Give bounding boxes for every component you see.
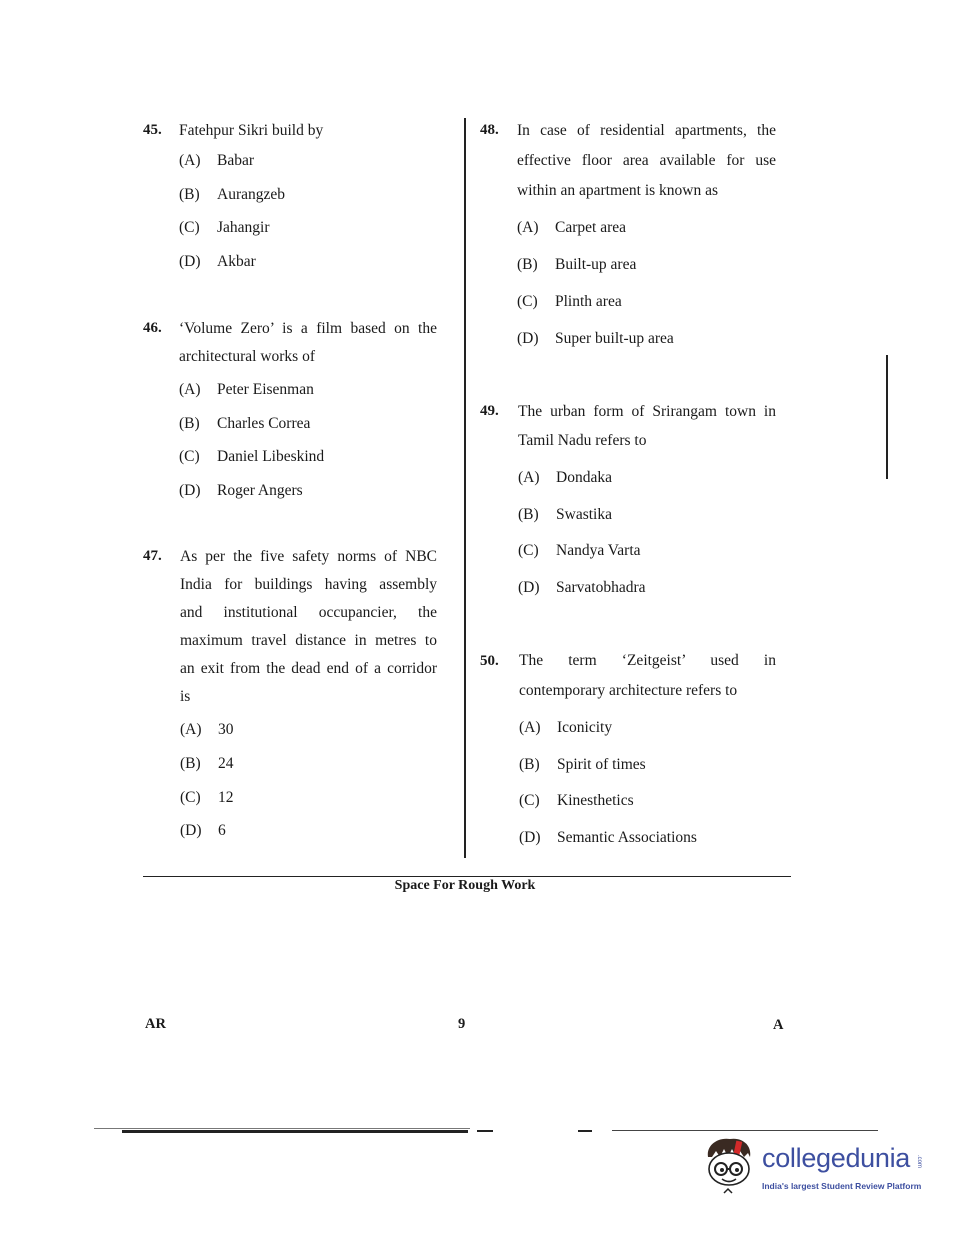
option: (B) Spirit of times bbox=[519, 756, 646, 773]
question-text: Fatehpur Sikri build by bbox=[179, 122, 324, 139]
question-text: an exit from the dead end of a corridor bbox=[180, 660, 437, 677]
bottom-rule bbox=[612, 1130, 878, 1131]
option: (B) Charles Correa bbox=[179, 415, 311, 432]
collegedunia-logo bbox=[700, 1135, 930, 1205]
option: (A) 30 bbox=[180, 721, 234, 738]
question-number: 46. bbox=[143, 320, 162, 336]
right-edge-mark bbox=[886, 355, 888, 479]
option: (A) Iconicity bbox=[519, 719, 613, 736]
question-text: India for buildings having assembly bbox=[180, 576, 437, 593]
question-text: contemporary architecture refers to bbox=[519, 682, 738, 699]
bottom-rule bbox=[122, 1130, 468, 1133]
option: (B) Built-up area bbox=[517, 256, 637, 273]
bottom-rule bbox=[477, 1130, 493, 1132]
option: (A) Peter Eisenman bbox=[179, 381, 314, 398]
option: (C) Kinesthetics bbox=[519, 792, 634, 809]
question-text: within an apartment is known as bbox=[517, 182, 719, 199]
booklet-series: A bbox=[773, 1017, 784, 1033]
option: (B) Swastika bbox=[518, 506, 612, 523]
page-number: 9 bbox=[458, 1016, 466, 1032]
bottom-rule bbox=[94, 1128, 470, 1129]
footer-code: AR bbox=[145, 1016, 166, 1032]
option: (D) Semantic Associations bbox=[519, 829, 697, 846]
rough-work-label: Space For Rough Work bbox=[394, 878, 536, 893]
option: (C) Nandya Varta bbox=[518, 542, 641, 559]
column-divider bbox=[464, 118, 466, 858]
option: (B) Aurangzeb bbox=[179, 186, 285, 203]
option: (D) 6 bbox=[180, 822, 226, 839]
question-number: 50. bbox=[480, 653, 499, 669]
option: (D) Sarvatobhadra bbox=[518, 579, 646, 596]
question-text: and institutional occupancier, the bbox=[180, 604, 437, 621]
option: (A) Dondaka bbox=[518, 469, 612, 486]
option: (A) Carpet area bbox=[517, 219, 626, 236]
question-text: As per the five safety norms of NBC bbox=[180, 548, 437, 565]
option: (C) Daniel Libeskind bbox=[179, 448, 325, 465]
question-number: 49. bbox=[480, 403, 499, 419]
option: (D) Akbar bbox=[179, 253, 256, 270]
question-number: 48. bbox=[480, 122, 499, 138]
option: (A) Babar bbox=[179, 152, 255, 169]
rough-work-divider bbox=[143, 876, 791, 877]
bottom-rule bbox=[578, 1130, 592, 1132]
question-text: maximum travel distance in metres to bbox=[180, 632, 437, 649]
logo-suffix: .com bbox=[916, 1155, 922, 1169]
question-text: In case of residential apartments, the bbox=[517, 122, 776, 139]
question-text: The urban form of Srirangam town in bbox=[518, 403, 776, 420]
option: (C) Jahangir bbox=[179, 219, 270, 236]
question-text: Tamil Nadu refers to bbox=[518, 432, 647, 449]
question-text: architectural works of bbox=[179, 348, 315, 365]
question-text: ‘Volume Zero’ is a film based on the bbox=[179, 320, 437, 337]
question-number: 47. bbox=[143, 548, 162, 564]
question-text: effective floor area available for use bbox=[517, 152, 776, 169]
option: (D) Roger Angers bbox=[179, 482, 303, 499]
option: (C) 12 bbox=[180, 789, 234, 806]
mascot-icon bbox=[700, 1135, 760, 1199]
option: (C) Plinth area bbox=[517, 293, 622, 310]
logo-tagline: India's largest Student Review Platform bbox=[762, 1181, 922, 1191]
question-text: is bbox=[180, 688, 191, 705]
question-text: The term ‘Zeitgeist’ used in bbox=[519, 652, 776, 669]
option: (D) Super built-up area bbox=[517, 330, 674, 347]
question-number: 45. bbox=[143, 122, 162, 138]
logo-wordmark: collegedunia bbox=[762, 1143, 911, 1173]
option: (B) 24 bbox=[180, 755, 234, 772]
